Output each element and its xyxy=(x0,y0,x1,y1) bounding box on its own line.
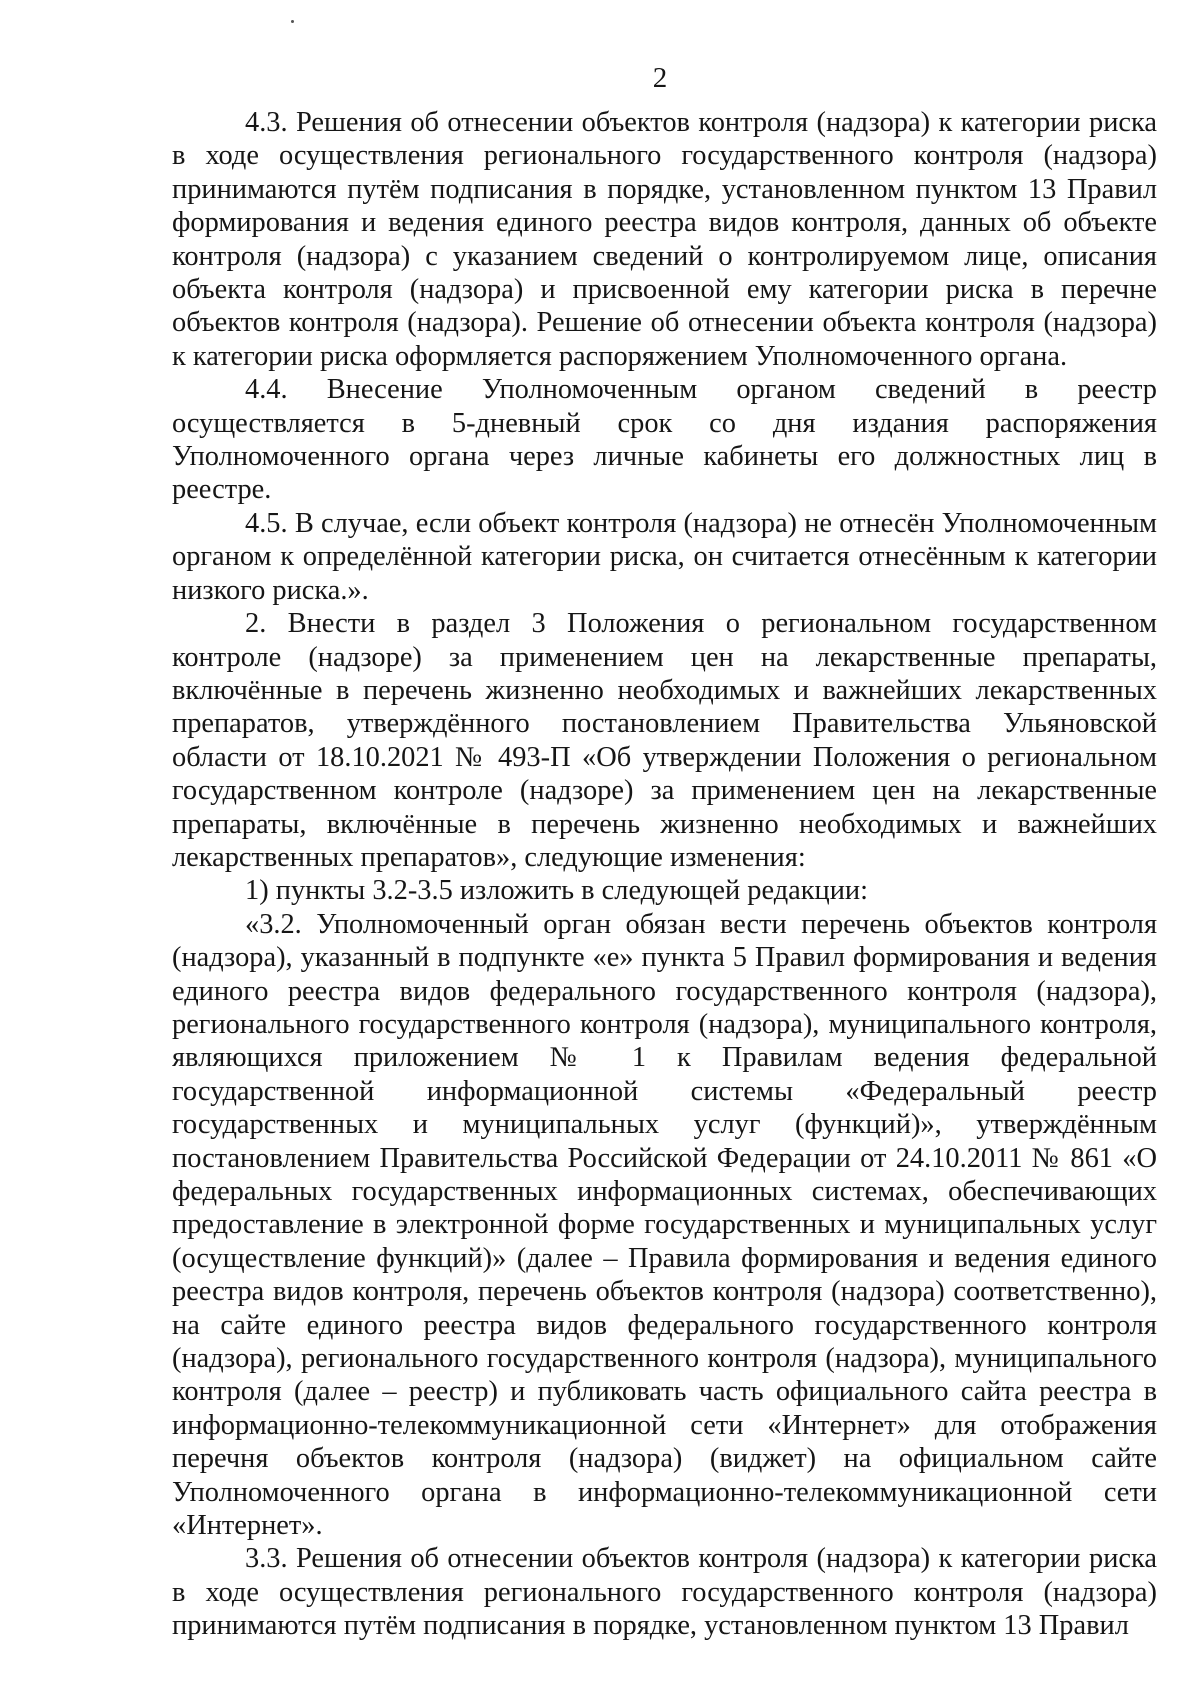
paragraph-4-3: 4.3. Решения об отнесении объектов контроля (надзора) к категории риска в ходе осуществления регионального государственного контроля (надзора) принимаются путём подписания в порядке, установленном пунктом 13 Правил формирования и ведения единого реестра видов контроля, данных об объекте контроля (надзора) с указанием сведений о контролируемом лице, описания объекта контроля (надзора) и присвоенной ему категории риска в перечне объектов контроля (надзора). Решение об отнесении объекта контроля (надзора) к категории риска оформляется распоряжением Уполномоченного органа. xyxy=(172,107,1157,372)
document-body xyxy=(172,106,1157,1643)
paragraph-subitem-1: 1) пункты 3.2-3.5 изложить в следующей редакции: xyxy=(245,875,869,907)
paragraph-4-5: 4.5. В случае, если объект контроля (надзора) не отнесён Уполномоченным органом к определённой категории риска, он считается отнесённым к категории низкого риска.». xyxy=(172,507,1157,606)
paragraph-3-2: «3.2. Уполномоченный орган обязан вести перечень объектов контроля (надзора), указанный в подпункте «е» пункта 5 Правил формирования и ведения единого реестра видов федерального государственного контроля (надзора), регионального государственного контроля (надзора), муниципального контроля, являющихся приложением № 1 к Правилам ведения федеральной государственной информационной системы «Федеральный реестр государственных и муниципальных услуг (функций)», утверждённым постановлением Правительства Российской Федерации от 24.10.2011 № 861 «О федеральных государственных информационных системах, обеспечивающих предоставление в электронной форме государственных и муниципальных услуг (осуществление функций)» (далее – Правила формирования и ведения единого реестра видов контроля, перечень объектов контроля (надзора) соответственно), на сайте единого реестра видов федерального государственного контроля (надзора), регионального государственного контроля (надзора), муниципального контроля (далее – реестр) и публиковать часть официального сайта реестра в информационно-телекоммуникационной сети «Интернет» для отображения перечня объектов контроля (надзора) (виджет) на официальном сайте Уполномоченного органа в информационно-телекоммуникационной сети «Интернет». xyxy=(172,908,1157,1542)
page-number: 2 xyxy=(652,62,668,94)
paragraph-4-4: 4.4. Внесение Уполномоченным органом сведений в реестр осуществляется в 5-дневный срок со дня издания распоряжения Уполномоченного органа через личные кабинеты его должностных лиц в реестре. xyxy=(172,374,1157,506)
scan-speck xyxy=(291,20,294,23)
paragraph-3-3: 3.3. Решения об отнесении объектов контроля (надзора) к категории риска в ходе осуществления регионального государственного контроля (надзора) принимаются путём подписания в порядке, установленном пунктом 13 Правил xyxy=(172,1543,1157,1642)
paragraph-item-2: 2. Внести в раздел 3 Положения о региональном государственном контроле (надзоре) за применением цен на лекарственные препараты, включённые в перечень жизненно необходимых и важнейших лекарственных препаратов, утверждённого постановлением Правительства Ульяновской области от 18.10.2021 № 493-П «Об утверждении Положения о региональном государственном контроле (надзоре) за применением цен на лекарственные препараты, включённые в перечень жизненно необходимых и важнейших лекарственных препаратов», следующие изменения: xyxy=(172,608,1157,873)
